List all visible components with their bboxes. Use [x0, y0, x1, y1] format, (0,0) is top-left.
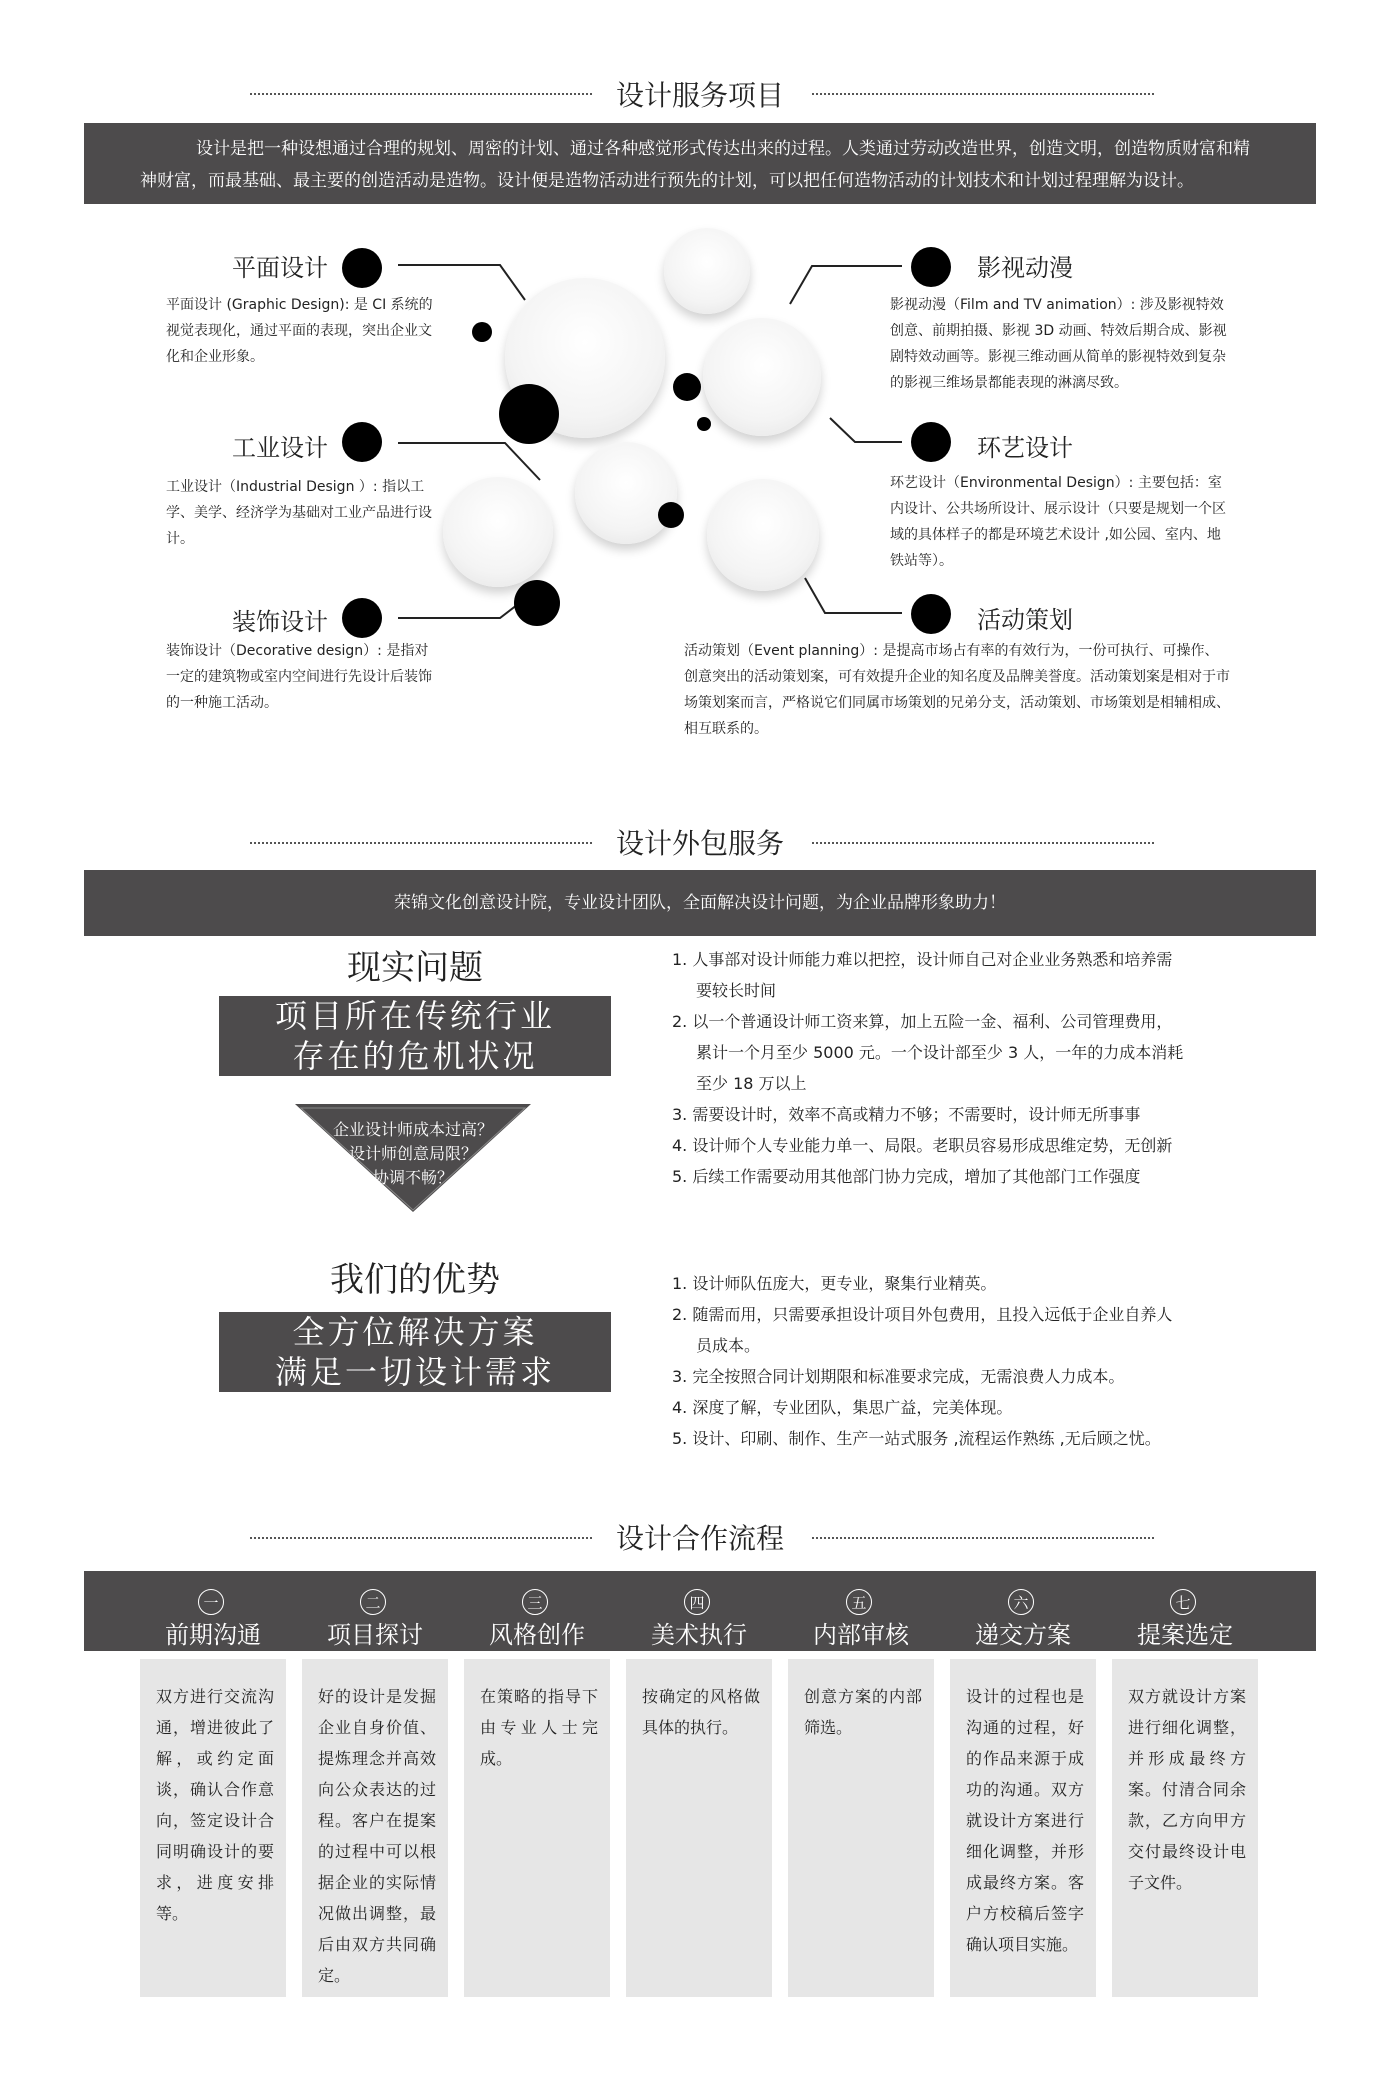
bubble-left — [443, 477, 553, 587]
step-name: 项目探讨 — [327, 1621, 423, 1649]
service-title-decorative: 装饰设计 — [232, 608, 328, 636]
step-description: 好的设计是发掘企业自身价值、提炼理念并高效向公众表达的过程。客户在提案的过程中可以根据企业的实际情况做出调整，最后由双方共同确定。 — [318, 1687, 436, 1985]
service-title-event: 活动策划 — [977, 606, 1073, 634]
dot-deco-5 — [697, 417, 711, 431]
dot-film — [911, 247, 951, 287]
step-card-7 — [1112, 1659, 1258, 1997]
step-description: 创意方案的内部筛选。 — [804, 1687, 922, 1737]
triangle-text — [295, 1118, 531, 1190]
dot-industrial — [342, 422, 382, 462]
problem-item: 1. 人事部对设计师能力难以把控，设计师自己对企业业务熟悉和培养需要较长时间 — [672, 950, 1173, 1000]
dot-deco-6 — [658, 502, 684, 528]
service-title-industrial: 工业设计 — [232, 434, 328, 462]
problem-title: 现实问题 — [347, 948, 483, 988]
bubble-top — [664, 228, 750, 314]
advantage-item: 1. 设计师队伍庞大，更专业，聚集行业精英。 — [672, 1274, 997, 1293]
step-number: 二 — [360, 1589, 386, 1615]
service-title-film: 影视动漫 — [977, 254, 1073, 282]
step-header-5 — [780, 1571, 942, 1651]
problem-item: 4. 设计师个人专业能力单一、局限。老职员容易形成思维定势，无创新 — [672, 1136, 1173, 1155]
step-card-2 — [302, 1659, 448, 1997]
step-number: 七 — [1170, 1589, 1196, 1615]
step-number: 五 — [846, 1589, 872, 1615]
step-number: 一 — [198, 1589, 224, 1615]
connector-env — [830, 418, 902, 442]
service-title-graphic: 平面设计 — [232, 254, 328, 282]
step-description: 设计的过程也是沟通的过程，好的作品来源于成功的沟通。双方就设计方案进行细化调整，并形成最终方案。客户方校稿后签字确认项目实施。 — [966, 1687, 1084, 1954]
step-name: 风格创作 — [489, 1621, 585, 1649]
step-card-3 — [464, 1659, 610, 1997]
advantage-box-line-2: 满足一切设计需求 — [274, 1353, 555, 1391]
step-name: 内部审核 — [813, 1621, 909, 1649]
advantage-item: 4. 深度了解，专业团队，集思广益，完美体现。 — [672, 1398, 1013, 1417]
service-desc-film: 影视动漫（Film and TV animation）: 涉及影视特效创意、前期拍摄、影视 3D 动画、特效后期合成、影视剧特效动画等。影视三维动画从简单的影视特效到复杂的影视三维场景都能表现的淋漓尽致。 — [890, 297, 1227, 391]
bubble-right — [703, 318, 821, 436]
step-header-1 — [132, 1571, 294, 1651]
problem-item: 3. 需要设计时，效率不高或精力不够；不需要时，设计师无所事事 — [672, 1105, 1141, 1124]
dot-event — [911, 594, 951, 634]
outsourcing-banner-text: 荣锦文化创意设计院，专业设计团队，全面解决设计问题，为企业品牌形象助力！ — [394, 893, 1006, 913]
step-card-4 — [626, 1659, 772, 1997]
step-number: 四 — [684, 1589, 710, 1615]
section-title-services: 设计服务项目 — [615, 79, 784, 112]
bubble-mid — [575, 442, 677, 544]
dot-deco-2 — [499, 384, 559, 444]
triangle-line-2: 设计师创意局限？ — [348, 1144, 477, 1163]
step-description: 按确定的风格做具体的执行。 — [642, 1687, 760, 1737]
service-desc-industrial: 工业设计（Industrial Design ）: 指以工学、美学、经济学为基础对工业产品进行设计。 — [166, 479, 432, 547]
dot-deco-4 — [673, 373, 701, 401]
step-description: 在策略的指导下由专业人士完成。 — [480, 1687, 598, 1768]
step-card-5 — [788, 1659, 934, 1997]
step-number: 六 — [1008, 1589, 1034, 1615]
step-card-6 — [950, 1659, 1096, 1997]
problem-item: 2. 以一个普通设计师工资来算，加上五险一金、福利、公司管理费用，累计一个月至少 5000 元。一个设计部至少 3 人，一年的力成本消耗至少 18 万以上 — [672, 1012, 1184, 1093]
problem-box — [219, 996, 611, 1076]
advantage-list — [672, 1268, 1186, 1454]
connector-film — [790, 266, 902, 304]
step-header-6 — [942, 1571, 1104, 1651]
section-title-process: 设计合作流程 — [615, 1522, 784, 1555]
step-card-1 — [140, 1659, 286, 1997]
step-name: 美术执行 — [651, 1621, 747, 1649]
service-title-env: 环艺设计 — [977, 434, 1073, 462]
intro-banner — [84, 123, 1316, 204]
triangle-line-3: 协调不畅？ — [372, 1168, 453, 1187]
service-desc-decorative: 装饰设计（Decorative design）: 是指对一定的建筑物或室内空间进行先设计后装饰的一种施工活动。 — [166, 643, 432, 711]
step-header-4 — [618, 1571, 780, 1651]
problem-box-line-2: 存在的危机状况 — [292, 1037, 538, 1075]
advantage-item: 3. 完全按照合同计划期限和标准要求完成，无需浪费人力成本。 — [672, 1367, 1125, 1386]
problem-list — [672, 944, 1186, 1192]
step-name: 前期沟通 — [165, 1621, 261, 1649]
step-header-3 — [456, 1571, 618, 1651]
problem-box-line-1: 项目所在传统行业 — [274, 997, 555, 1035]
triangle-line-1: 企业设计师成本过高？ — [332, 1120, 493, 1139]
step-number: 三 — [522, 1589, 548, 1615]
dot-deco-1 — [472, 322, 492, 342]
problem-item: 5. 后续工作需要动用其他部门协力完成，增加了其他部门工作强度 — [672, 1167, 1141, 1186]
service-desc-env: 环艺设计（Environmental Design）: 主要包括：室内设计、公共场所设计、展示设计（只要是规划一个区域的具体样子的都是环境艺术设计 ,如公园、室内、地铁站等）。 — [890, 475, 1226, 569]
service-desc-event: 活动策划（Event planning）: 是提高市场占有率的有效行为，一份可执行、可操作、创意突出的活动策划案，可有效提升企业的知名度及品牌美誉度。活动策划案是相对于市场策划案而言，严格说它们同属市场策划的兄弟分支，活动策划、市场策划是相辅相成、相互联系的。 — [684, 643, 1230, 737]
intro-text: 设计是把一种设想通过合理的规划、周密的计划、通过各种感觉形式传达出来的过程。人类通过劳动改造世界，创造文明，创造物质财富和精神财富，而最基础、最主要的创造活动是造物。设计便是造物活动进行预先的计划，可以把任何造物活动的计划技术和计划过程理解为设计。 — [140, 139, 1250, 191]
advantage-item: 2. 随需而用，只需要承担设计项目外包费用，且投入远低于企业自养人员成本。 — [672, 1305, 1173, 1355]
step-description: 双方就设计方案进行细化调整，并形成最终方案。付清合同余款，乙方向甲方交付最终设计电子文件。 — [1128, 1687, 1246, 1892]
connector-event — [805, 578, 902, 613]
advantage-box — [219, 1312, 611, 1392]
section-title-outsourcing: 设计外包服务 — [615, 827, 784, 860]
service-desc-graphic: 平面设计 (Graphic Design): 是 CI 系统的视觉表现化，通过平面的表现，突出企业文化和企业形象。 — [166, 297, 433, 365]
step-header-7 — [1104, 1571, 1266, 1651]
dot-deco-3 — [514, 580, 560, 626]
step-name: 递交方案 — [975, 1621, 1071, 1649]
advantage-title: 我们的优势 — [330, 1260, 500, 1300]
advantage-box-line-1: 全方位解决方案 — [292, 1313, 538, 1351]
advantage-item: 5. 设计、印刷、制作、生产一站式服务 ,流程运作熟练 ,无后顾之忧。 — [672, 1429, 1161, 1448]
dot-env — [911, 422, 951, 462]
outsourcing-banner — [84, 870, 1316, 936]
step-name: 提案选定 — [1137, 1621, 1233, 1649]
bubble-bottom-right — [707, 479, 819, 591]
dot-graphic — [342, 248, 382, 288]
step-header-2 — [294, 1571, 456, 1651]
dot-decorative — [342, 598, 382, 638]
step-description: 双方进行交流沟通，增进彼此了解，或约定面谈，确认合作意向，签定设计合同明确设计的要求，进度安排等。 — [156, 1687, 274, 1923]
